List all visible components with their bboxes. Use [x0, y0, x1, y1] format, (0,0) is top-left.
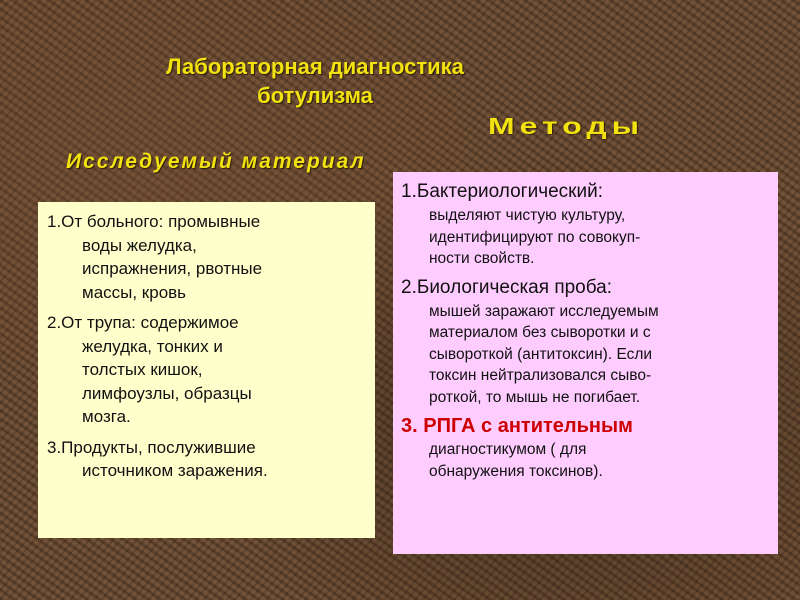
- material-item-1-line: воды желудка,: [82, 235, 197, 255]
- method-3-line: диагностикумом ( для: [429, 441, 587, 458]
- material-item-1: [47, 210, 365, 304]
- material-item-2-line: желудка, тонких и: [82, 336, 223, 356]
- method-2-line: токсин нейтрализовался сыво-: [429, 367, 652, 384]
- title-line-2: ботулизма: [257, 83, 373, 108]
- methods-box: [393, 172, 778, 554]
- material-item-1-line: испражнения, рвотные: [82, 259, 263, 278]
- material-item-3-line: источником заражения.: [82, 461, 268, 480]
- method-3-line: обнаружения токсинов).: [429, 462, 603, 480]
- method-2-line: роткой, то мышь не погибает.: [429, 388, 641, 406]
- method-1-line: ности свойств.: [429, 250, 535, 267]
- method-2-heading: 2.Биологическая проба:: [401, 276, 613, 298]
- method-2-line: сывороткой (антитоксин). Если: [429, 345, 653, 363]
- title-line-1: Лабораторная диагностика: [166, 54, 464, 79]
- method-1-heading: 1.Бактериологический:: [401, 181, 603, 202]
- material-item-2-first: 2.От трупа: содержимое: [47, 313, 239, 332]
- material-item-1-first: 1.От больного: промывные: [47, 212, 261, 231]
- method-3-heading: 3. РПГА с антительным: [401, 415, 633, 437]
- material-item-2-line: лимфоузлы, образцы: [82, 383, 252, 403]
- method-2-line: мышей заражают исследуемым: [429, 302, 659, 320]
- material-item-1-line: массы, кровь: [82, 282, 187, 302]
- materials-box: [38, 202, 375, 538]
- method-1-body: [401, 205, 772, 270]
- material-item-2-line: толстых кишок,: [82, 360, 203, 379]
- material-item-2: [47, 311, 365, 429]
- method-1-line: идентифицируют по совокуп-: [429, 228, 641, 246]
- method-2-line: материалом без сыворотки и с: [429, 324, 651, 341]
- material-item-2-line: мозга.: [82, 407, 131, 426]
- material-heading: Исследуемый материал: [66, 150, 366, 173]
- material-item-3: [47, 436, 365, 483]
- method-2-body: [401, 301, 772, 409]
- material-item-3-first: 3.Продукты, послужившие: [47, 437, 256, 457]
- method-1-line: выделяют чистую культуру,: [429, 207, 626, 224]
- methods-heading: Методы: [487, 113, 645, 139]
- method-3-body: [401, 439, 772, 482]
- slide-title: [95, 52, 535, 110]
